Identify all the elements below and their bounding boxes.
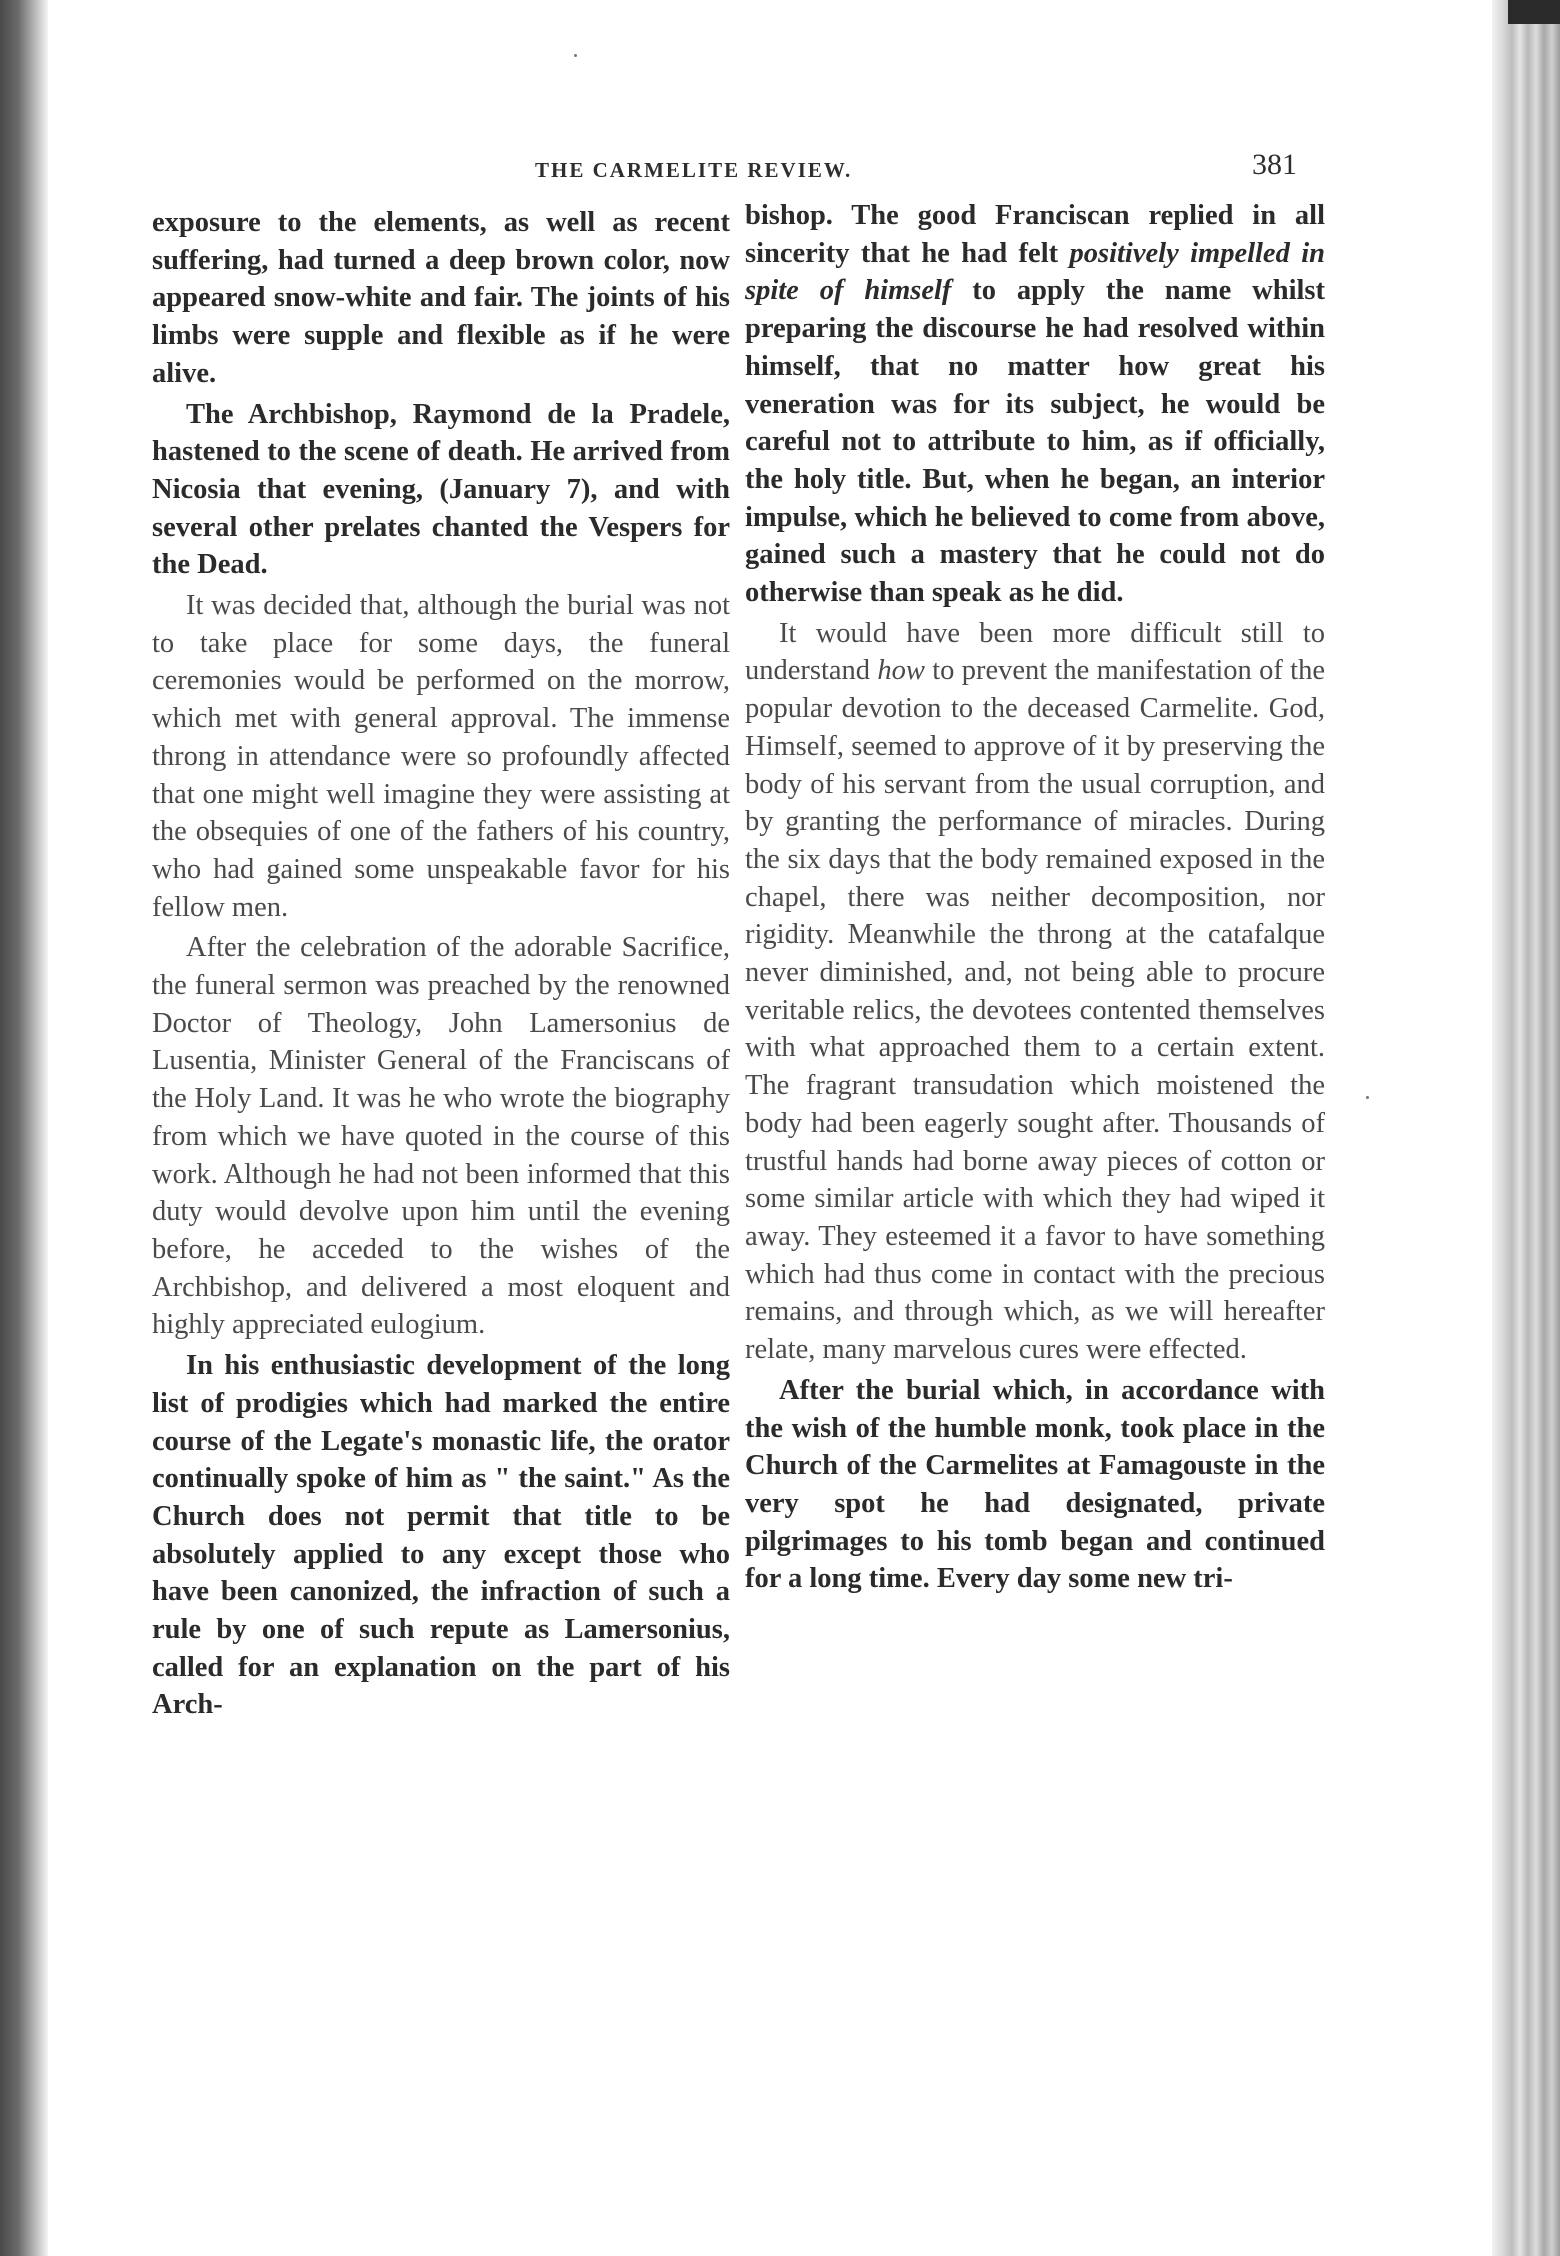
right-paragraph-1	[745, 197, 1325, 612]
scan-corner-shadow	[1508, 0, 1560, 24]
left-paragraph-3: It was decided that, although the burial was not to take place for some days, the funeral ceremonies would be performed on the morrow, which met with general approval. The immense throng in attendance were so profoundly affected that one might well imagine they were assisting at the obsequies of one of the fathers of his country, who had gained some unspeakable favor for his fellow men.	[152, 590, 730, 923]
right-paragraph-3: After the burial which, in accordance with the wish of the humble monk, took place in the Church of the Carmelites at Famagouste in the very spot he had designated, private pilgrimages to his tomb began and continued for a long time. Every day some new tri-	[745, 1374, 1325, 1595]
left-paragraph-4: After the celebration of the adorable Sacrifice, the funeral sermon was preached by the renowned Doctor of Theology, John Lamersonius de Lusentia, Minister General of the Franciscans of the Holy Land. It was he who wrote the biography from which we have quoted in the course of this work. Although he had not been informed that this duty would devolve upon him until the evening before, he acceded to the wishes of the Archbishop, and delivered a most eloquent and highly appreciated eulogium.	[152, 932, 730, 1341]
page-header	[150, 150, 1330, 190]
right-column	[745, 197, 1325, 1598]
right-paragraph-2-text-end: to prevent the manifestation of the popular devotion to the deceased Carmelite. God, Himself, seemed to approve of it by preserving the body of his servant from the usual corruption, and by granting the performance of miracles. During the six days that the body remained exposed in the chapel, there was neither decomposition, nor rigidity. Meanwhile the throng at the catafalque never diminished, and, not being able to procure veritable relics, the devotees contented themselves with what approached them to a certain extent. The fragrant transudation which moistened the body had been eagerly sought after. Thousands of trustful hands had borne away pieces of cotton or some similar article with which they had wiped it away. They esteemed it a favor to have something which had thus come in contact with the precious remains, and through which, as we will hereafter relate, many marvelous cures were effected.	[745, 655, 1325, 1366]
scan-left-margin	[0, 0, 48, 2256]
right-paragraph-1-text: bishop. The good Franciscan replied in all sincerity that he had felt	[745, 200, 1325, 269]
left-paragraph-1: exposure to the elements, as well as recent suffering, had turned a deep brown color, now appeared snow-white and fair. The joints of his limbs were supple and flexible as if he were alive.	[152, 207, 730, 389]
right-paragraph-2-text: It would have been more difficult still to understand	[745, 617, 1325, 687]
left-paragraph-5: In his enthusiastic development of the long list of prodigies which had marked the entire course of the Legate's monastic life, the orator continually spoke of him as " the saint." As the Church does not permit that title to be absolutely applied to any except those who have been canonized, the infraction of such a rule by one of such repute as Lamersonius, called for an explanation on the part of his Arch-	[152, 1350, 730, 1721]
right-paragraph-1-emphasis: positively impelled in spite of himself	[745, 237, 1325, 307]
left-column	[152, 204, 730, 1724]
scan-speck	[1366, 1096, 1369, 1099]
left-paragraph-2: The Archbishop, Raymond de la Pradele, hastened to the scene of death. He arrived from Nicosia that evening, (January 7), and with several other prelates chanted the Vespers for the Dead.	[152, 398, 730, 581]
running-title: THE CARMELITE REVIEW.	[535, 158, 853, 182]
right-paragraph-2-emphasis: how	[877, 655, 925, 687]
right-paragraph-2	[745, 615, 1325, 1369]
page-number: 381	[1252, 148, 1297, 181]
page-stack-edge	[1492, 0, 1560, 2256]
right-paragraph-1-text-end: to apply the name whilst preparing the discourse he had resolved within himself, that no matter how great his veneration was for its subject, he would be careful not to attribute to him, as if officially, the holy title. But, when he began, an interior impulse, which he believed to come from above, gained such a mastery that he could not do otherwise than speak as he did.	[745, 275, 1325, 609]
scan-speck	[574, 54, 577, 57]
